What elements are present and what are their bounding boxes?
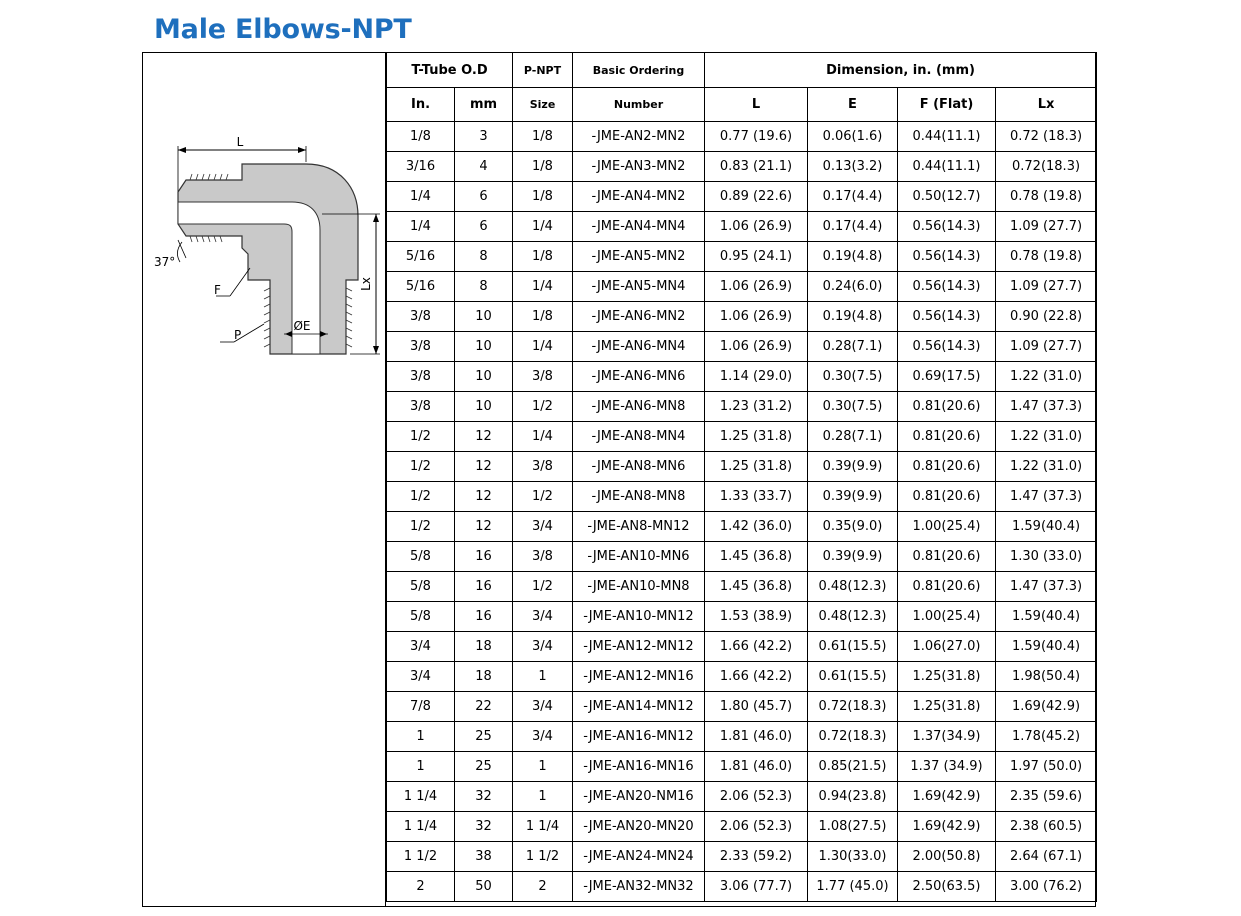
cell-L: 1.25 (31.8) xyxy=(705,422,808,452)
cell-Lx: 0.72 (18.3) xyxy=(996,122,1097,152)
cell-order: -JME-AN5-MN2 xyxy=(573,242,705,272)
cell-F: 0.50(12.7) xyxy=(898,182,996,212)
table-row xyxy=(387,242,1097,272)
cell-L: 3.06 (77.7) xyxy=(705,872,808,902)
cell-F: 0.69(17.5) xyxy=(898,362,996,392)
cell-npt: 1/2 xyxy=(513,482,573,512)
cell-npt: 1 xyxy=(513,752,573,782)
cell-F: 0.56(14.3) xyxy=(898,332,996,362)
cell-npt: 1/4 xyxy=(513,332,573,362)
cell-mm: 18 xyxy=(455,662,513,692)
cell-Lx: 1.97 (50.0) xyxy=(996,752,1097,782)
cell-in: 7/8 xyxy=(387,692,455,722)
header-ordering-number: Number xyxy=(573,88,705,122)
table-row xyxy=(387,842,1097,872)
cell-Lx: 1.47 (37.3) xyxy=(996,572,1097,602)
cell-mm: 8 xyxy=(455,242,513,272)
table-row xyxy=(387,152,1097,182)
cell-E: 0.19(4.8) xyxy=(808,242,898,272)
cell-L: 0.83 (21.1) xyxy=(705,152,808,182)
cell-L: 1.42 (36.0) xyxy=(705,512,808,542)
cell-in: 5/8 xyxy=(387,572,455,602)
cell-order: -JME-AN2-MN2 xyxy=(573,122,705,152)
elbow-fitting-diagram xyxy=(150,128,382,368)
cell-npt: 3/4 xyxy=(513,632,573,662)
cell-F: 1.69(42.9) xyxy=(898,782,996,812)
cell-npt: 1/4 xyxy=(513,422,573,452)
cell-npt: 1/8 xyxy=(513,182,573,212)
cell-mm: 12 xyxy=(455,422,513,452)
header-dimension: Dimension, in. (mm) xyxy=(705,53,1097,88)
cell-F: 1.00(25.4) xyxy=(898,512,996,542)
cell-mm: 3 xyxy=(455,122,513,152)
table-row xyxy=(387,302,1097,332)
cell-Lx: 1.30 (33.0) xyxy=(996,542,1097,572)
cell-E: 0.72(18.3) xyxy=(808,722,898,752)
cell-L: 1.06 (26.9) xyxy=(705,332,808,362)
cell-npt: 1/8 xyxy=(513,302,573,332)
cell-L: 1.23 (31.2) xyxy=(705,392,808,422)
cell-order: -JME-AN12-MN16 xyxy=(573,662,705,692)
cell-E: 0.72(18.3) xyxy=(808,692,898,722)
cell-in: 3/8 xyxy=(387,392,455,422)
table-row xyxy=(387,602,1097,632)
cell-in: 3/16 xyxy=(387,152,455,182)
label-L: L xyxy=(236,135,244,149)
cell-npt: 1 1/4 xyxy=(513,812,573,842)
cell-E: 0.17(4.4) xyxy=(808,182,898,212)
cell-in: 1 xyxy=(387,752,455,782)
cell-L: 2.33 (59.2) xyxy=(705,842,808,872)
cell-L: 0.95 (24.1) xyxy=(705,242,808,272)
cell-Lx: 0.78 (19.8) xyxy=(996,182,1097,212)
cell-mm: 8 xyxy=(455,272,513,302)
cell-order: -JME-AN6-MN6 xyxy=(573,362,705,392)
cell-in: 1/8 xyxy=(387,122,455,152)
cell-npt: 3/4 xyxy=(513,602,573,632)
cell-order: -JME-AN16-MN16 xyxy=(573,752,705,782)
cell-L: 0.89 (22.6) xyxy=(705,182,808,212)
cell-L: 2.06 (52.3) xyxy=(705,812,808,842)
cell-L: 1.14 (29.0) xyxy=(705,362,808,392)
cell-F: 0.81(20.6) xyxy=(898,572,996,602)
cell-mm: 6 xyxy=(455,212,513,242)
cell-F: 0.81(20.6) xyxy=(898,422,996,452)
label-Lx: Lx xyxy=(359,277,373,291)
table-row xyxy=(387,272,1097,302)
cell-E: 0.61(15.5) xyxy=(808,632,898,662)
cell-npt: 1/4 xyxy=(513,212,573,242)
cell-L: 1.66 (42.2) xyxy=(705,632,808,662)
cell-in: 5/16 xyxy=(387,242,455,272)
cell-mm: 10 xyxy=(455,392,513,422)
table-row xyxy=(387,452,1097,482)
cell-npt: 3/8 xyxy=(513,542,573,572)
label-angle: 37° xyxy=(154,255,176,269)
cell-F: 2.00(50.8) xyxy=(898,842,996,872)
table-row xyxy=(387,392,1097,422)
cell-npt: 1/4 xyxy=(513,272,573,302)
cell-Lx: 0.90 (22.8) xyxy=(996,302,1097,332)
cell-E: 0.06(1.6) xyxy=(808,122,898,152)
cell-E: 0.30(7.5) xyxy=(808,362,898,392)
cell-Lx: 0.72(18.3) xyxy=(996,152,1097,182)
cell-order: -JME-AN12-MN12 xyxy=(573,632,705,662)
cell-mm: 18 xyxy=(455,632,513,662)
cell-E: 0.19(4.8) xyxy=(808,302,898,332)
cell-E: 0.28(7.1) xyxy=(808,332,898,362)
cell-order: -JME-AN6-MN4 xyxy=(573,332,705,362)
cell-E: 0.39(9.9) xyxy=(808,542,898,572)
cell-Lx: 2.35 (59.6) xyxy=(996,782,1097,812)
cell-in: 1/2 xyxy=(387,482,455,512)
table-row xyxy=(387,422,1097,452)
cell-E: 0.30(7.5) xyxy=(808,392,898,422)
cell-in: 1/2 xyxy=(387,512,455,542)
header-F: F (Flat) xyxy=(898,88,996,122)
cell-mm: 12 xyxy=(455,452,513,482)
cell-E: 0.48(12.3) xyxy=(808,602,898,632)
cell-mm: 10 xyxy=(455,332,513,362)
cell-Lx: 1.09 (27.7) xyxy=(996,212,1097,242)
cell-in: 1 1/4 xyxy=(387,782,455,812)
flat-callout xyxy=(214,268,250,297)
cell-order: -JME-AN8-MN4 xyxy=(573,422,705,452)
cell-in: 5/8 xyxy=(387,602,455,632)
cell-order: -JME-AN6-MN2 xyxy=(573,302,705,332)
cell-in: 3/4 xyxy=(387,632,455,662)
cell-E: 1.77 (45.0) xyxy=(808,872,898,902)
cell-npt: 1 xyxy=(513,662,573,692)
cell-E: 0.61(15.5) xyxy=(808,662,898,692)
cell-in: 1 xyxy=(387,722,455,752)
cell-npt: 3/8 xyxy=(513,452,573,482)
cell-mm: 32 xyxy=(455,782,513,812)
cell-in: 1/4 xyxy=(387,182,455,212)
cell-E: 0.39(9.9) xyxy=(808,452,898,482)
cell-E: 0.17(4.4) xyxy=(808,212,898,242)
cell-in: 5/16 xyxy=(387,272,455,302)
cell-npt: 3/4 xyxy=(513,692,573,722)
cell-Lx: 1.59(40.4) xyxy=(996,512,1097,542)
cell-E: 1.08(27.5) xyxy=(808,812,898,842)
cell-Lx: 1.47 (37.3) xyxy=(996,482,1097,512)
cell-F: 0.81(20.6) xyxy=(898,542,996,572)
table-row xyxy=(387,722,1097,752)
cell-F: 0.44(11.1) xyxy=(898,152,996,182)
header-npt: P-NPT xyxy=(513,53,573,88)
cell-F: 0.81(20.6) xyxy=(898,452,996,482)
cell-mm: 25 xyxy=(455,752,513,782)
cell-E: 1.30(33.0) xyxy=(808,842,898,872)
fitting-body xyxy=(178,164,358,354)
table-row xyxy=(387,542,1097,572)
cell-L: 1.66 (42.2) xyxy=(705,662,808,692)
cell-in: 3/8 xyxy=(387,332,455,362)
cell-Lx: 1.59(40.4) xyxy=(996,632,1097,662)
cell-in: 1/2 xyxy=(387,452,455,482)
label-F: F xyxy=(214,283,221,297)
cell-order: -JME-AN8-MN12 xyxy=(573,512,705,542)
cell-L: 1.06 (26.9) xyxy=(705,212,808,242)
cell-mm: 16 xyxy=(455,602,513,632)
cell-E: 0.28(7.1) xyxy=(808,422,898,452)
table-row xyxy=(387,872,1097,902)
cell-npt: 1/2 xyxy=(513,392,573,422)
cell-L: 1.06 (26.9) xyxy=(705,302,808,332)
page-title: Male Elbows-NPT xyxy=(154,14,412,45)
header-in: In. xyxy=(387,88,455,122)
label-E: ØE xyxy=(293,319,311,333)
cell-order: -JME-AN24-MN24 xyxy=(573,842,705,872)
table-row xyxy=(387,812,1097,842)
cell-in: 3/8 xyxy=(387,362,455,392)
cell-npt: 3/8 xyxy=(513,362,573,392)
cell-L: 1.81 (46.0) xyxy=(705,722,808,752)
cell-order: -JME-AN8-MN6 xyxy=(573,452,705,482)
table-row xyxy=(387,512,1097,542)
cell-E: 0.39(9.9) xyxy=(808,482,898,512)
cell-Lx: 1.09 (27.7) xyxy=(996,332,1097,362)
cell-npt: 1 xyxy=(513,782,573,812)
cell-order: -JME-AN6-MN8 xyxy=(573,392,705,422)
cell-in: 3/8 xyxy=(387,302,455,332)
cell-Lx: 1.22 (31.0) xyxy=(996,362,1097,392)
header-npt-size: Size xyxy=(513,88,573,122)
cell-F: 1.37(34.9) xyxy=(898,722,996,752)
table-row xyxy=(387,632,1097,662)
cell-order: -JME-AN16-MN12 xyxy=(573,722,705,752)
cell-mm: 10 xyxy=(455,362,513,392)
cell-order: -JME-AN14-MN12 xyxy=(573,692,705,722)
cell-L: 0.77 (19.6) xyxy=(705,122,808,152)
cell-npt: 1/8 xyxy=(513,152,573,182)
cell-Lx: 1.59(40.4) xyxy=(996,602,1097,632)
cell-L: 2.06 (52.3) xyxy=(705,782,808,812)
cell-order: -JME-AN5-MN4 xyxy=(573,272,705,302)
cell-L: 1.53 (38.9) xyxy=(705,602,808,632)
cell-F: 2.50(63.5) xyxy=(898,872,996,902)
cell-Lx: 1.47 (37.3) xyxy=(996,392,1097,422)
cell-E: 0.48(12.3) xyxy=(808,572,898,602)
cell-order: -JME-AN8-MN8 xyxy=(573,482,705,512)
cell-L: 1.45 (36.8) xyxy=(705,572,808,602)
header-L: L xyxy=(705,88,808,122)
spec-table xyxy=(386,52,1097,902)
cell-npt: 1/2 xyxy=(513,572,573,602)
table-row xyxy=(387,212,1097,242)
cell-E: 0.35(9.0) xyxy=(808,512,898,542)
cell-in: 1/4 xyxy=(387,212,455,242)
cell-npt: 3/4 xyxy=(513,512,573,542)
cell-mm: 6 xyxy=(455,182,513,212)
header-E: E xyxy=(808,88,898,122)
header-Lx: Lx xyxy=(996,88,1097,122)
cell-Lx: 1.78(45.2) xyxy=(996,722,1097,752)
cell-npt: 1/8 xyxy=(513,242,573,272)
table-row xyxy=(387,662,1097,692)
cell-E: 0.13(3.2) xyxy=(808,152,898,182)
cell-npt: 2 xyxy=(513,872,573,902)
cell-mm: 10 xyxy=(455,302,513,332)
table-row xyxy=(387,182,1097,212)
cell-order: -JME-AN4-MN4 xyxy=(573,212,705,242)
cell-npt: 1/8 xyxy=(513,122,573,152)
cell-Lx: 2.64 (67.1) xyxy=(996,842,1097,872)
cell-E: 0.24(6.0) xyxy=(808,272,898,302)
cell-mm: 12 xyxy=(455,512,513,542)
table-row xyxy=(387,782,1097,812)
cell-F: 0.81(20.6) xyxy=(898,482,996,512)
cell-Lx: 1.98(50.4) xyxy=(996,662,1097,692)
cell-L: 1.45 (36.8) xyxy=(705,542,808,572)
table-row xyxy=(387,752,1097,782)
cell-E: 0.85(21.5) xyxy=(808,752,898,782)
header-tube-od: T-Tube O.D xyxy=(387,53,513,88)
cell-F: 1.00(25.4) xyxy=(898,602,996,632)
table-row xyxy=(387,332,1097,362)
angle-callout xyxy=(154,240,186,269)
cell-mm: 38 xyxy=(455,842,513,872)
cell-Lx: 3.00 (76.2) xyxy=(996,872,1097,902)
cell-Lx: 0.78 (19.8) xyxy=(996,242,1097,272)
cell-Lx: 1.09 (27.7) xyxy=(996,272,1097,302)
cell-Lx: 1.69(42.9) xyxy=(996,692,1097,722)
cell-Lx: 2.38 (60.5) xyxy=(996,812,1097,842)
cell-order: -JME-AN4-MN2 xyxy=(573,182,705,212)
header-ordering: Basic Ordering xyxy=(573,53,705,88)
header-mm: mm xyxy=(455,88,513,122)
table-row xyxy=(387,572,1097,602)
table-row xyxy=(387,122,1097,152)
cell-mm: 16 xyxy=(455,572,513,602)
pipe-thread-callout xyxy=(220,324,264,342)
cell-order: -JME-AN20-MN20 xyxy=(573,812,705,842)
cell-F: 0.56(14.3) xyxy=(898,302,996,332)
cell-L: 1.81 (46.0) xyxy=(705,752,808,782)
cell-F: 1.06(27.0) xyxy=(898,632,996,662)
table-row xyxy=(387,692,1097,722)
cell-F: 0.56(14.3) xyxy=(898,242,996,272)
cell-F: 1.25(31.8) xyxy=(898,662,996,692)
cell-L: 1.80 (45.7) xyxy=(705,692,808,722)
cell-order: -JME-AN10-MN6 xyxy=(573,542,705,572)
cell-E: 0.94(23.8) xyxy=(808,782,898,812)
cell-mm: 32 xyxy=(455,812,513,842)
cell-F: 0.56(14.3) xyxy=(898,272,996,302)
cell-F: 0.44(11.1) xyxy=(898,122,996,152)
cell-L: 1.06 (26.9) xyxy=(705,272,808,302)
cell-mm: 12 xyxy=(455,482,513,512)
cell-L: 1.33 (33.7) xyxy=(705,482,808,512)
cell-order: -JME-AN3-MN2 xyxy=(573,152,705,182)
table-row xyxy=(387,482,1097,512)
cell-F: 1.25(31.8) xyxy=(898,692,996,722)
cell-in: 1 1/2 xyxy=(387,842,455,872)
cell-mm: 22 xyxy=(455,692,513,722)
cell-order: -JME-AN10-MN12 xyxy=(573,602,705,632)
cell-in: 1 1/4 xyxy=(387,812,455,842)
cell-F: 1.69(42.9) xyxy=(898,812,996,842)
cell-in: 5/8 xyxy=(387,542,455,572)
cell-mm: 4 xyxy=(455,152,513,182)
cell-in: 2 xyxy=(387,872,455,902)
cell-npt: 3/4 xyxy=(513,722,573,752)
cell-npt: 1 1/2 xyxy=(513,842,573,872)
cell-in: 1/2 xyxy=(387,422,455,452)
cell-order: -JME-AN10-MN8 xyxy=(573,572,705,602)
cell-order: -JME-AN20-NM16 xyxy=(573,782,705,812)
label-P: P xyxy=(234,328,242,342)
cell-in: 3/4 xyxy=(387,662,455,692)
table-row xyxy=(387,362,1097,392)
cell-Lx: 1.22 (31.0) xyxy=(996,422,1097,452)
cell-Lx: 1.22 (31.0) xyxy=(996,452,1097,482)
cell-order: -JME-AN32-MN32 xyxy=(573,872,705,902)
cell-F: 0.56(14.3) xyxy=(898,212,996,242)
cell-mm: 25 xyxy=(455,722,513,752)
cell-mm: 16 xyxy=(455,542,513,572)
cell-mm: 50 xyxy=(455,872,513,902)
cell-L: 1.25 (31.8) xyxy=(705,452,808,482)
cell-F: 0.81(20.6) xyxy=(898,392,996,422)
cell-F: 1.37 (34.9) xyxy=(898,752,996,782)
